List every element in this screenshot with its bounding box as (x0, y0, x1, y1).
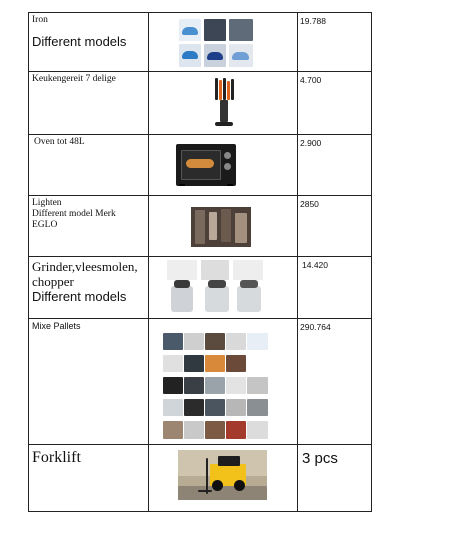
description-cell (29, 72, 149, 135)
description-cell (29, 196, 149, 257)
description-cell (29, 445, 149, 512)
image-cell (149, 135, 298, 196)
item-subtitle: Different model Merk (32, 209, 116, 219)
item-quantity: 2.900 (300, 138, 322, 148)
inventory-table (28, 12, 372, 512)
item-name: Lighten (32, 198, 62, 208)
image-cell (149, 257, 298, 319)
image-cell (149, 196, 298, 257)
quantity-cell (298, 196, 372, 257)
quantity-cell (298, 135, 372, 196)
image-cell (149, 13, 298, 72)
image-cell (149, 72, 298, 135)
forklift-photo (178, 450, 267, 500)
item-subtitle: Different models (32, 34, 127, 49)
item-quantity: 3 pcs (302, 450, 338, 467)
item-name: Mixe Pallets (32, 321, 81, 331)
item-name: Iron (32, 15, 48, 25)
table-row (29, 13, 372, 72)
table-row (29, 135, 372, 196)
lighting-fixtures (191, 207, 251, 247)
item-quantity: 19.788 (300, 16, 326, 26)
description-cell (29, 13, 149, 72)
item-quantity: 4.700 (300, 75, 322, 85)
kitchen-utensil-set (213, 78, 235, 128)
grinders-choppers-collage (165, 260, 265, 316)
table-row (29, 72, 372, 135)
item-quantity: 2850 (300, 199, 319, 209)
description-cell (29, 319, 149, 445)
item-name-line2: chopper (32, 274, 74, 289)
item-brand: EGLO (32, 220, 58, 230)
table-row (29, 196, 372, 257)
table-row (29, 257, 372, 319)
quantity-cell (298, 319, 372, 445)
toaster-oven (176, 144, 236, 186)
item-quantity: 14.420 (302, 260, 328, 270)
table-row (29, 319, 372, 445)
description-cell (29, 135, 149, 196)
item-quantity: 290.764 (300, 322, 331, 332)
quantity-cell (298, 72, 372, 135)
description-cell (29, 257, 149, 319)
quantity-cell (298, 13, 372, 72)
item-name: Grinder,vleesmolen, (32, 259, 138, 274)
image-cell (149, 319, 298, 445)
image-cell (149, 445, 298, 512)
item-name: Forklift (32, 449, 81, 466)
quantity-cell (298, 445, 372, 512)
table-row (29, 445, 372, 512)
item-subtitle: Different models (32, 289, 127, 304)
irons-product-collage (179, 19, 253, 67)
item-name: Keukengereit 7 delige (32, 74, 116, 84)
item-name: Oven tot 48L (34, 137, 85, 147)
quantity-cell (298, 257, 372, 319)
mixed-pallets-collage (163, 333, 268, 439)
